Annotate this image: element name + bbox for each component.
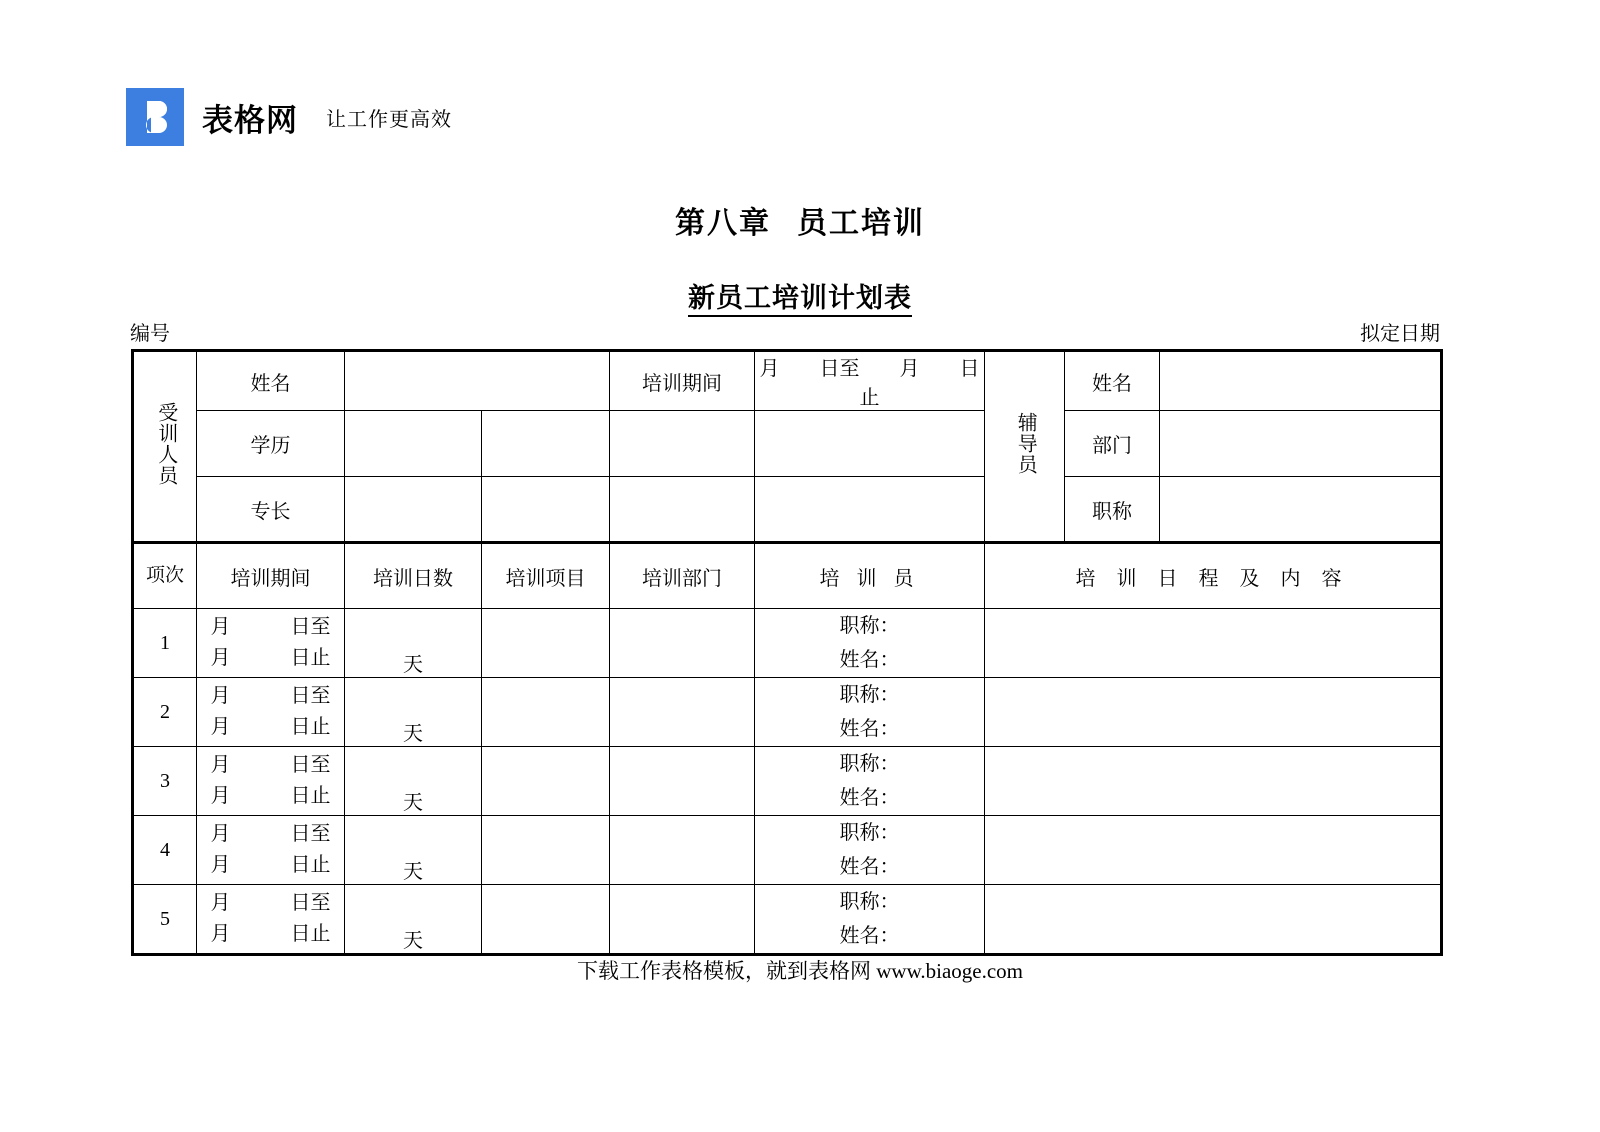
schedule-row-trainer[interactable]: 职称： 姓名： [755, 747, 985, 816]
schedule-row-content[interactable] [985, 678, 1442, 747]
schedule-row-index: 2 [133, 678, 197, 747]
schedule-row-content[interactable] [985, 885, 1442, 955]
brand-slogan: 让工作更高效 [326, 108, 452, 131]
trainee-education-value[interactable] [345, 411, 482, 477]
schedule-row-days[interactable]: 天 [345, 885, 482, 955]
trainee-specialty-blank-1[interactable] [610, 477, 755, 543]
schedule-row-content[interactable] [985, 816, 1442, 885]
meta-row [130, 317, 1440, 346]
form-number-label: 编号 [130, 323, 170, 345]
schedule-row-department[interactable] [610, 609, 755, 678]
training-period-label: 培训期间 [610, 351, 755, 411]
planned-date-label: 拟定日期 [1360, 323, 1440, 345]
schedule-row-department[interactable] [610, 885, 755, 955]
chapter-name: 员工培训 [797, 207, 925, 240]
table-row [133, 816, 1442, 885]
brand-name: 表格网 [202, 102, 298, 138]
schedule-row-days[interactable]: 天 [345, 747, 482, 816]
schedule-row-period[interactable]: 月 日至 月 日止 [197, 816, 345, 885]
schedule-department-header: 培训部门 [610, 543, 755, 609]
schedule-row-trainer[interactable]: 职称： 姓名： [755, 678, 985, 747]
mentor-name-label: 姓名 [1065, 351, 1160, 411]
table-row [133, 411, 1442, 477]
trainee-specialty-extra[interactable] [482, 477, 610, 543]
mentor-department-label: 部门 [1065, 411, 1160, 477]
mentor-title-value[interactable] [1160, 477, 1442, 543]
trainee-name-value[interactable] [345, 351, 610, 411]
schedule-row-content[interactable] [985, 747, 1442, 816]
trainee-specialty-label: 专长 [197, 477, 345, 543]
trainee-name-label: 姓名 [197, 351, 345, 411]
schedule-row-department[interactable] [610, 747, 755, 816]
schedule-project-header: 培训项目 [482, 543, 610, 609]
schedule-row-trainer[interactable]: 职称： 姓名： [755, 885, 985, 955]
mentor-side-label: 辅导员 [985, 351, 1065, 543]
schedule-row-trainer[interactable]: 职称： 姓名： [755, 816, 985, 885]
schedule-row-project[interactable] [482, 885, 610, 955]
trainee-education-blank-1[interactable] [610, 411, 755, 477]
table-row [133, 609, 1442, 678]
mentor-title-label: 职称 [1065, 477, 1160, 543]
trainee-specialty-value[interactable] [345, 477, 482, 543]
trainee-side-label: 受训人员 [133, 351, 197, 543]
trainee-education-blank-2[interactable] [755, 411, 985, 477]
schedule-index-header: 项次 [133, 543, 197, 609]
trainee-education-label: 学历 [197, 411, 345, 477]
table-row [133, 885, 1442, 955]
trainee-education-extra[interactable] [482, 411, 610, 477]
schedule-row-index: 1 [133, 609, 197, 678]
schedule-row-index: 3 [133, 747, 197, 816]
footer-text: 下载工作表格模板，就到表格网 [576, 959, 871, 983]
schedule-row-period[interactable]: 月 日至 月 日止 [197, 885, 345, 955]
schedule-trainer-header: 培 训 员 [755, 543, 985, 609]
schedule-days-header: 培训日数 [345, 543, 482, 609]
schedule-row-days[interactable]: 天 [345, 678, 482, 747]
form-title: 新员工培训计划表 [0, 276, 1600, 315]
footer [0, 955, 1600, 985]
chapter-number: 第八章 [675, 207, 771, 240]
schedule-row-project[interactable] [482, 747, 610, 816]
schedule-row-period[interactable]: 月 日至 月 日止 [197, 747, 345, 816]
schedule-row-period[interactable]: 月 日至 月 日止 [197, 609, 345, 678]
brand-logo-icon [126, 88, 184, 146]
mentor-name-value[interactable] [1160, 351, 1442, 411]
schedule-row-content[interactable] [985, 609, 1442, 678]
training-plan-table [131, 349, 1443, 956]
schedule-row-days[interactable]: 天 [345, 816, 482, 885]
schedule-row-days[interactable]: 天 [345, 609, 482, 678]
schedule-row-index: 4 [133, 816, 197, 885]
table-row [133, 351, 1442, 411]
table-row [133, 678, 1442, 747]
mentor-department-value[interactable] [1160, 411, 1442, 477]
page-title [0, 198, 1600, 242]
schedule-content-header: 培 训 日 程 及 内 容 [985, 543, 1442, 609]
footer-url[interactable]: www.biaoge.com [876, 959, 1023, 983]
schedule-row-project[interactable] [482, 609, 610, 678]
schedule-period-header: 培训期间 [197, 543, 345, 609]
table-row [133, 477, 1442, 543]
schedule-row-trainer[interactable]: 职称： 姓名： [755, 609, 985, 678]
training-period-value[interactable]: 月 日至 月 日止 [755, 351, 985, 411]
schedule-row-index: 5 [133, 885, 197, 955]
schedule-row-department[interactable] [610, 816, 755, 885]
trainee-specialty-blank-2[interactable] [755, 477, 985, 543]
table-row [133, 747, 1442, 816]
schedule-row-project[interactable] [482, 816, 610, 885]
schedule-header-row [133, 543, 1442, 609]
schedule-row-department[interactable] [610, 678, 755, 747]
brand-header [126, 88, 452, 146]
schedule-row-project[interactable] [482, 678, 610, 747]
schedule-row-period[interactable]: 月 日至 月 日止 [197, 678, 345, 747]
